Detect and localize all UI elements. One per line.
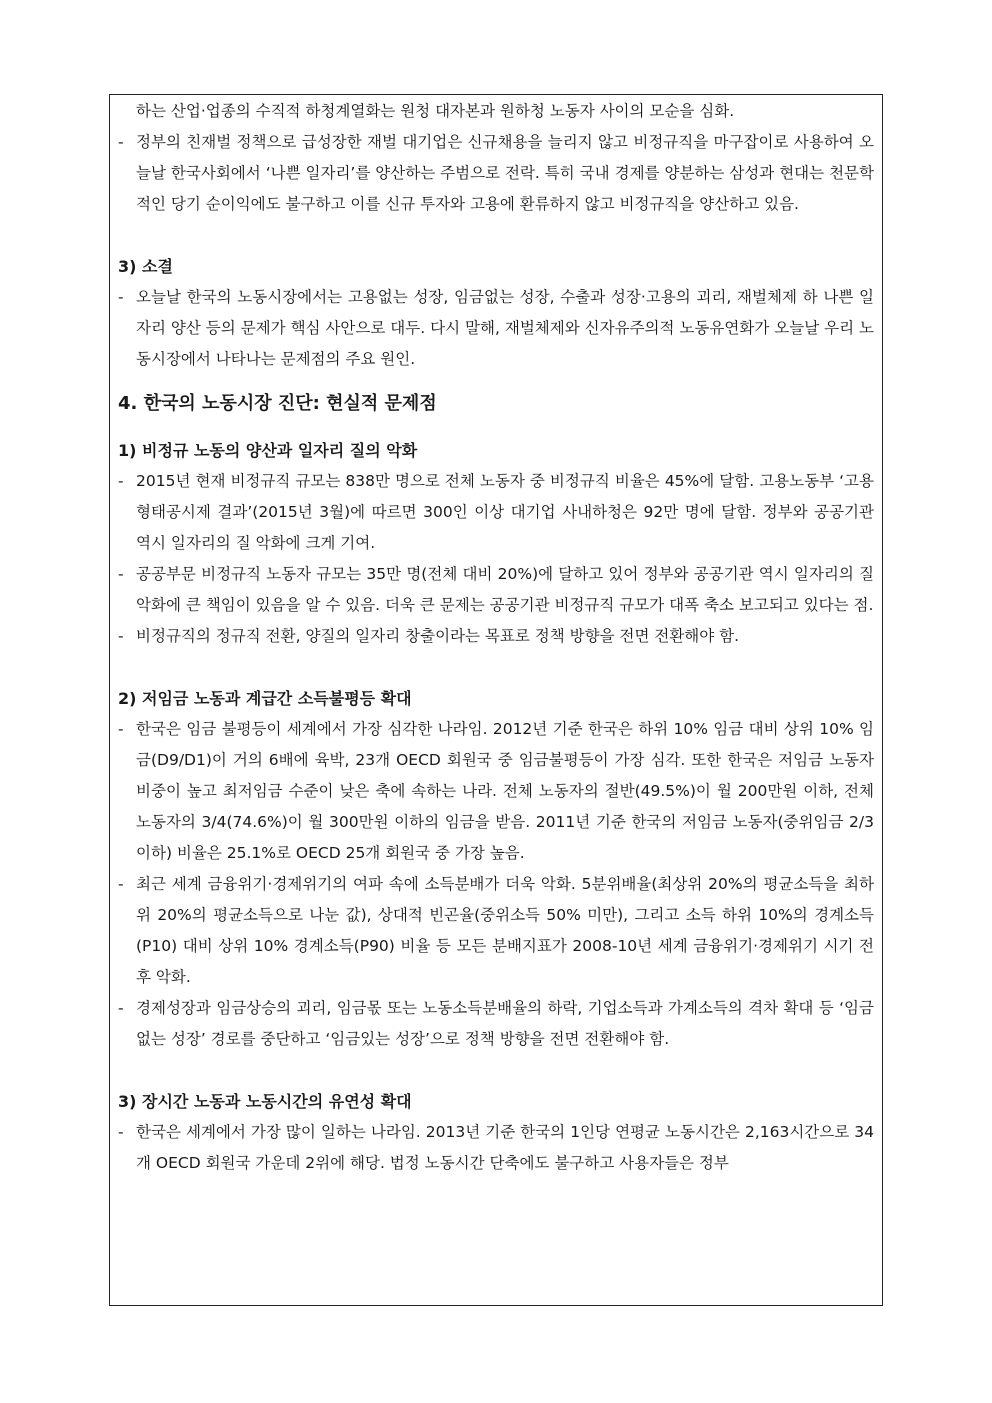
dash-marker: - <box>118 720 124 738</box>
section-heading-conclusion: 3) 소결 <box>118 257 173 276</box>
section-heading-low-wage: 2) 저임금 노동과 계급간 소득불평등 확대 <box>118 689 412 708</box>
bullet-item: - 2015년 현재 비정규직 규모는 838만 명으로 전체 노동자 중 비정규직 비율은 45%에 달함. 고용노동부 ‘고용형태공시제 결과’(2015년 3월)에 따르면 300인 이상 대기업 사내하청은 92만 명에 달함. 정부와 공공기관 역시 일자리의 질 악화에 크게 기여. <box>118 466 874 559</box>
dash-marker: - <box>118 565 124 583</box>
chapter-heading: 4. 한국의 노동시장 진단: 현실적 문제점 <box>118 393 437 414</box>
continued-paragraph: 하는 산업·업종의 수직적 하청계열화는 원청 대자본과 원하청 노동자 사이의 모순을 심화. <box>136 102 735 120</box>
dash-marker: - <box>118 999 124 1017</box>
dash-marker: - <box>118 875 124 893</box>
dash-marker: - <box>118 472 124 490</box>
bullet-item: - 한국은 세계에서 가장 많이 일하는 나라임. 2013년 기준 한국의 1인당 연평균 노동시간은 2,163시간으로 34개 OECD 회원국 가운데 2위에 해당. 법정 노동시간 단축에도 불구하고 사용자들은 정부 <box>118 1117 874 1179</box>
dash-marker: - <box>118 133 124 151</box>
dash-marker: - <box>118 1123 124 1141</box>
document-frame <box>109 94 883 1306</box>
bullet-item: - 한국은 임금 불평등이 세계에서 가장 심각한 나라임. 2012년 기준 한국은 하위 10% 임금 대비 상위 10% 임금(D9/D1)이 거의 6배에 육박, 23개 OECD 회원국 중 임금불평등이 가장 심각. 또한 한국은 저임금 노동자 비중이 높고 최저임금 수준이 낮은 축에 속하는 나라. 전체 노동자의 절반(49.5%)이 월 200만원 이하, 전체 노동자의 3/4(74.6%)이 월 300만원 이하의 임금을 받음. 2011년 기준 한국의 저임금 노동자(중위임금 2/3이하) 비율은 25.1%로 OECD 25개 회원국 중 가장 높음. <box>118 714 874 869</box>
bullet-item: - 경제성장과 임금상승의 괴리, 임금몫 또는 노동소득분배율의 하락, 기업소득과 가계소득의 격차 확대 등 ‘임금없는 성장’ 경로를 중단하고 ‘임금있는 성장’으로 정책 방향을 전면 전환해야 함. <box>118 993 874 1055</box>
bullet-item: - 정부의 친재벌 정책으로 급성장한 재벌 대기업은 신규채용을 늘리지 않고 비정규직을 마구잡이로 사용하여 오늘날 한국사회에서 ‘나쁜 일자리’를 양산하는 주범으로 전락. 특히 국내 경제를 양분하는 삼성과 현대는 천문학적인 당기 순이익에도 불구하고 이를 신규 투자와 고용에 환류하지 않고 비정규직을 양산하고 있음. <box>118 127 874 220</box>
section-heading-irregular-labor: 1) 비정규 노동의 양산과 일자리 질의 악화 <box>118 441 418 460</box>
dash-marker: - <box>118 627 124 645</box>
bullet-item: - 비정규직의 정규직 전환, 양질의 일자리 창출이라는 목표로 정책 방향을 전면 전환해야 함. <box>118 621 874 652</box>
section-heading-long-hours: 3) 장시간 노동과 노동시간의 유연성 확대 <box>118 1092 412 1111</box>
bullet-item: - 최근 세계 금융위기·경제위기의 여파 속에 소득분배가 더욱 악화. 5분위배율(최상위 20%의 평균소득을 최하위 20%의 평균소득으로 나눈 값), 상대적 빈곤율(중위소득 50% 미만), 그리고 소득 하위 10%의 경계소득(P10) 대비 상위 10% 경계소득(P90) 비율 등 모든 분배지표가 2008-10년 세계 금융위기·경제위기 시기 전후 악화. <box>118 869 874 993</box>
dash-marker: - <box>118 288 124 306</box>
bullet-item: - 공공부문 비정규직 노동자 규모는 35만 명(전체 대비 20%)에 달하고 있어 정부와 공공기관 역시 일자리의 질 악화에 큰 책임이 있음을 알 수 있음. 더욱 큰 문제는 공공기관 비정규직 규모가 대폭 축소 보고되고 있다는 점. <box>118 559 874 621</box>
bullet-item: - 오늘날 한국의 노동시장에서는 고용없는 성장, 임금없는 성장, 수출과 성장·고용의 괴리, 재벌체제 하 나쁜 일자리 양산 등의 문제가 핵심 사안으로 대두. 다시 말해, 재벌체제와 신자유주의적 노동유연화가 오늘날 우리 노동시장에서 나타나는 문제점의 주요 원인. <box>118 282 874 375</box>
